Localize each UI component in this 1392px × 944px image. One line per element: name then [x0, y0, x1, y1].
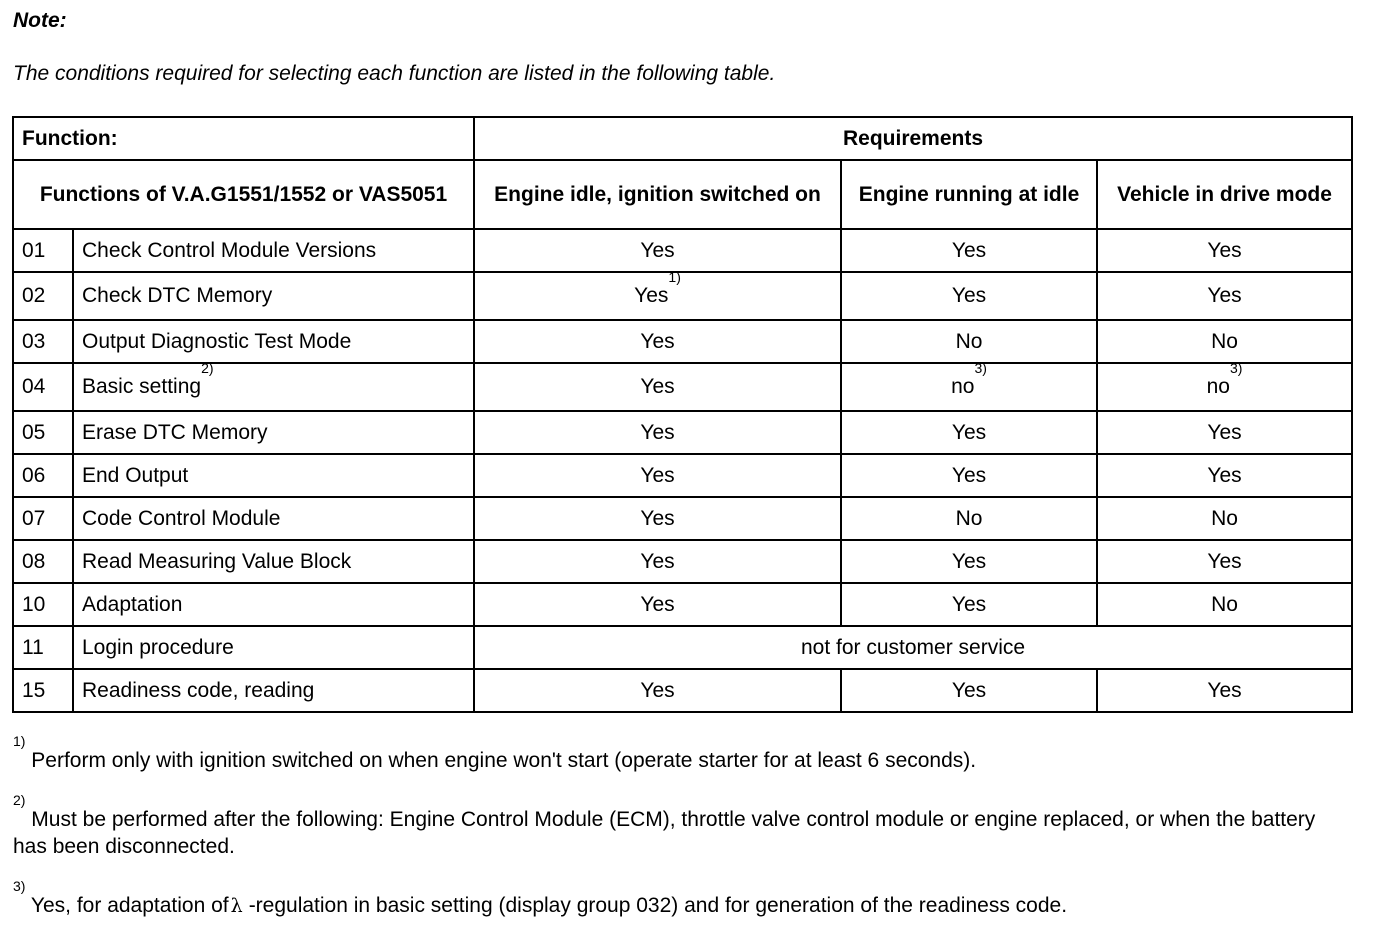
- req-engine-running-text: Yes: [951, 284, 987, 307]
- note-title: Note:: [13, 9, 67, 32]
- function-number-text: 06: [22, 463, 46, 487]
- function-number: [13, 411, 73, 454]
- header-requirements: Requirements: [474, 117, 1352, 160]
- req-drive-mode-footnote-mark: 3): [1229, 360, 1243, 376]
- function-number-text: 05: [22, 420, 46, 444]
- footnote-2: [13, 792, 1353, 860]
- req-drive-mode-text: No: [1211, 592, 1238, 616]
- footnote-2-text: Must be performed after the following: Engine Control Module (ECM), throttle valve control module or engine replaced, or when the battery has been disconnected.: [13, 808, 1316, 858]
- function-number-text: 04: [22, 375, 46, 398]
- header-function: Function:: [13, 117, 474, 160]
- req-engine-idle: [474, 669, 841, 712]
- req-drive-mode: [1097, 411, 1352, 454]
- function-name-text: Code Control Module: [82, 506, 281, 530]
- req-engine-idle-text: Yes: [640, 375, 675, 398]
- function-name-text: Basic setting: [82, 375, 202, 398]
- req-engine-idle-footnote-mark: 1): [668, 269, 681, 285]
- footnote-3-mark: 3): [13, 878, 26, 894]
- intro-text: The conditions required for selecting each function are listed in the following table.: [13, 62, 776, 85]
- req-engine-running: [841, 583, 1097, 626]
- function-name-text: End Output: [82, 463, 189, 487]
- req-engine-idle-text: Yes: [640, 506, 675, 530]
- subheader-functions: Functions of V.A.G1551/1552 or VAS5051: [13, 160, 474, 229]
- function-number: [13, 454, 73, 497]
- req-drive-mode: [1097, 360, 1352, 411]
- function-number-text: 07: [22, 506, 46, 530]
- req-engine-idle-text: Yes: [634, 284, 669, 307]
- merged-requirement: [474, 626, 1352, 669]
- function-name: [73, 360, 474, 411]
- req-engine-idle-text: Yes: [640, 420, 675, 444]
- function-name-text: Read Measuring Value Block: [82, 549, 352, 573]
- req-engine-running: [841, 320, 1097, 363]
- req-engine-idle-text: Yes: [640, 549, 675, 573]
- subheader-drive-mode: Vehicle in drive mode: [1097, 160, 1352, 229]
- req-engine-running-text: Yes: [951, 238, 987, 262]
- table-row: [13, 229, 1352, 272]
- table-row: [13, 497, 1352, 540]
- function-number: [13, 363, 73, 411]
- function-name-text: Login procedure: [82, 635, 234, 659]
- req-engine-idle: [474, 454, 841, 497]
- req-drive-mode-text: no: [1206, 375, 1230, 398]
- function-number-text: 10: [22, 592, 46, 616]
- function-name: [73, 272, 474, 320]
- req-drive-mode-text: No: [1211, 506, 1238, 530]
- footnote-3-text-b: -regulation in basic setting (display group 032) and for generation of the readiness code.: [248, 894, 1068, 917]
- function-name-text: Readiness code, reading: [82, 678, 315, 702]
- footnote-3: [13, 878, 1353, 920]
- function-number: [13, 626, 73, 669]
- function-name: [73, 411, 474, 454]
- req-engine-idle: [474, 497, 841, 540]
- req-engine-running-text: Yes: [951, 420, 987, 444]
- table-row: [13, 626, 1352, 669]
- req-engine-running: [841, 272, 1097, 320]
- req-drive-mode: [1097, 454, 1352, 497]
- function-name: [73, 320, 474, 363]
- req-engine-idle: [474, 540, 841, 583]
- req-engine-idle-text: Yes: [640, 329, 675, 353]
- req-engine-idle: [474, 583, 841, 626]
- footnote-2-mark: 2): [13, 792, 26, 808]
- req-drive-mode-text: Yes: [1207, 284, 1242, 307]
- footnote-1-text: Perform only with ignition switched on when engine won't start (operate starter for at least 6 seconds).: [31, 749, 977, 772]
- table-row: [13, 363, 1352, 411]
- function-name: [73, 454, 474, 497]
- req-engine-idle: [474, 269, 841, 320]
- function-name-text: Check Control Module Versions: [82, 238, 377, 262]
- req-drive-mode-text: Yes: [1207, 463, 1242, 487]
- footnote-1-mark: 1): [13, 733, 26, 749]
- function-name-footnote-mark: 2): [201, 360, 214, 376]
- function-number: [13, 320, 73, 363]
- requirements-table: [12, 116, 1353, 713]
- req-engine-running: [841, 229, 1097, 272]
- function-name-text: Output Diagnostic Test Mode: [82, 329, 352, 353]
- table-row: [13, 583, 1352, 626]
- table-row: [13, 669, 1352, 712]
- footnote-3-text-a: Yes, for adaptation of: [30, 894, 229, 917]
- req-engine-running: [841, 497, 1097, 540]
- req-engine-running: [841, 411, 1097, 454]
- table-subheader-row: [13, 160, 1352, 229]
- req-engine-idle: [474, 320, 841, 363]
- req-engine-idle: [474, 411, 841, 454]
- function-number: [13, 229, 73, 272]
- function-name: [73, 583, 474, 626]
- table-row: [13, 540, 1352, 583]
- function-name: [73, 497, 474, 540]
- function-number: [13, 272, 73, 320]
- req-engine-running-text: No: [955, 329, 983, 353]
- req-drive-mode: [1097, 497, 1352, 540]
- function-number-text: 11: [22, 635, 44, 659]
- footnote-1: [13, 733, 1353, 774]
- req-drive-mode-text: No: [1211, 329, 1238, 353]
- function-name: [73, 626, 474, 669]
- table-row: [13, 454, 1352, 497]
- req-drive-mode-text: Yes: [1207, 549, 1242, 573]
- function-number: [13, 540, 73, 583]
- req-drive-mode-text: Yes: [1207, 678, 1242, 702]
- req-engine-idle-text: Yes: [640, 238, 675, 262]
- req-drive-mode: [1097, 540, 1352, 583]
- function-name-text: Check DTC Memory: [82, 284, 273, 307]
- req-engine-running-text: Yes: [951, 549, 987, 573]
- req-engine-running-footnote-mark: 3): [974, 360, 987, 376]
- table-header-row: [13, 117, 1352, 160]
- function-number-text: 08: [22, 549, 46, 573]
- table-row: [13, 272, 1352, 320]
- req-engine-running-text: No: [955, 506, 983, 530]
- req-engine-running: [841, 360, 1097, 411]
- function-name: [73, 540, 474, 583]
- req-engine-running-text: no: [951, 375, 975, 398]
- function-number-text: 01: [22, 238, 46, 262]
- req-engine-running: [841, 454, 1097, 497]
- req-drive-mode: [1097, 583, 1352, 626]
- req-engine-idle: [474, 229, 841, 272]
- req-engine-idle-text: Yes: [640, 592, 675, 616]
- function-name: [73, 229, 474, 272]
- req-engine-running: [841, 540, 1097, 583]
- req-engine-running: [841, 669, 1097, 712]
- merged-requirement-text: not for customer service: [800, 635, 1026, 659]
- table-row: [13, 411, 1352, 454]
- req-drive-mode-text: Yes: [1207, 238, 1242, 262]
- function-number: [13, 669, 73, 712]
- req-engine-running-text: Yes: [951, 463, 987, 487]
- subheader-engine-idle: Engine idle, ignition switched on: [474, 160, 841, 229]
- req-drive-mode: [1097, 669, 1352, 712]
- req-engine-idle-text: Yes: [640, 463, 675, 487]
- function-number: [13, 583, 73, 626]
- function-name-text: Adaptation: [82, 592, 183, 616]
- function-number: [13, 497, 73, 540]
- req-engine-running-text: Yes: [951, 592, 987, 616]
- function-number-text: 02: [22, 284, 46, 307]
- req-engine-idle: [474, 363, 841, 411]
- req-drive-mode: [1097, 229, 1352, 272]
- function-name-text: Erase DTC Memory: [82, 420, 268, 444]
- req-engine-running-text: Yes: [951, 678, 987, 702]
- function-number-text: 15: [22, 678, 46, 702]
- req-engine-idle-text: Yes: [640, 678, 675, 702]
- req-drive-mode-text: Yes: [1207, 420, 1242, 444]
- function-name: [73, 669, 474, 712]
- subheader-engine-running: Engine running at idle: [841, 160, 1097, 229]
- req-drive-mode: [1097, 320, 1352, 363]
- function-number-text: 03: [22, 329, 46, 353]
- table-row: [13, 320, 1352, 363]
- lambda-symbol: λ: [230, 895, 243, 917]
- req-drive-mode: [1097, 272, 1352, 320]
